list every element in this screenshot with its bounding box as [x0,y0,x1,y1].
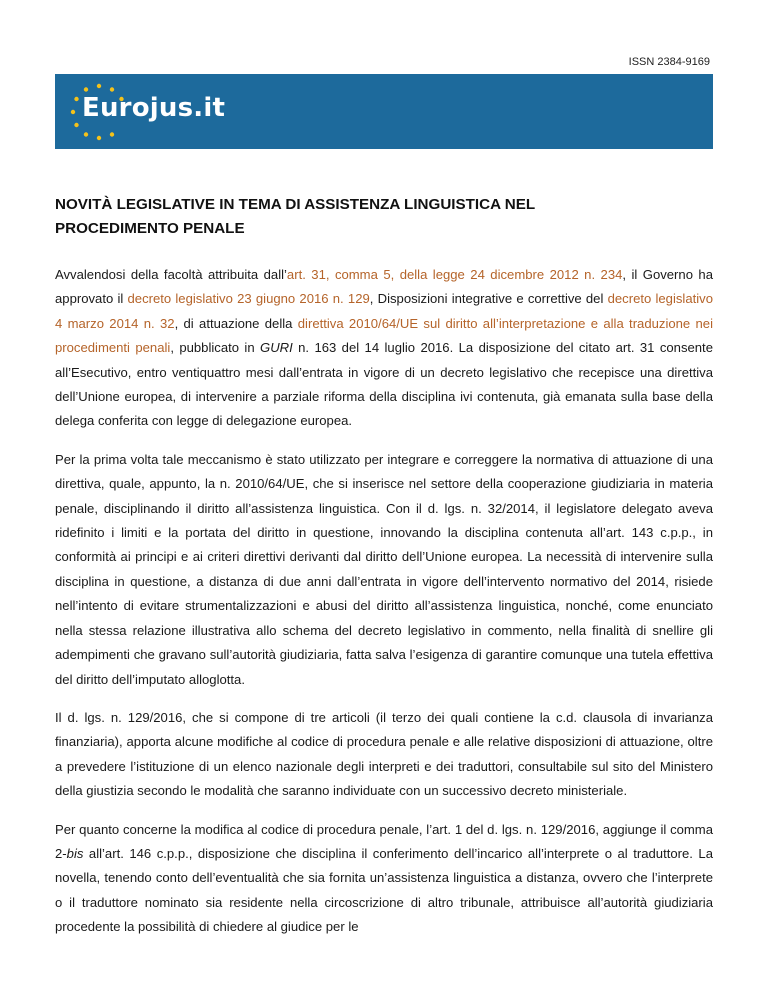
text: n. 163 del 14 luglio 2016. La disposizione del citato art. 31 consente all’Esecutivo, entro ventiquattro mesi dall’entrata in vigore di un decreto legislativo che recepisce una direttiva dell’Unione europea, di intervenire a parziale riforma della disciplina ivi contenuta, già emanata sulla base della delega conferita con legge di delegazione europea. [55,340,713,429]
article-body [55,263,713,954]
header-banner [55,74,713,149]
text-italic: GURI [260,340,293,356]
text: , Disposizioni integrative e correttive del [369,291,608,307]
paragraph-2: Per la prima volta tale meccanismo è stato utilizzato per integrare e correggere la normativa di attuazione di una direttiva, quale, appunto, la n. 2010/64/UE, che si inserisce nel settore della cooperazione giudiziaria in materia penale, disciplinando il diritto all’assistenza linguistica. Con il d. lgs. n. 32/2014, il legislatore delegato aveva ridefinito i limiti e la portata del diritto in questione, innovando la disciplina contenuta all’art. 143 c.p.p., in conformità ai principi e ai criteri direttivi derivanti dal diritto dell’Unione europea. La necessità di intervenire sulla disciplina in questione, a distanza di due anni dall’entrata in vigore dell’intervento normativo del 2014, risiede nell’intento di evitare strumentalizzazioni e abusi del diritto all’assistenza linguistica, nonché, come enunciato nella stessa relazione illustrativa allo schema del decreto legislativo in commento, nella finalità di snellire gli adempimenti che gravano sull’autorità giudiziaria, fatta salva l’esigenza di garantire comunque una tutela effettiva del diritto dell’imputato alloglotta. [55,451,713,687]
link-direttiva-2010-64[interactable]: direttiva 2010/64/UE sul diritto all’interpretazione e alla traduzione nei procedimenti penali [55,315,713,356]
text-italic: bis [66,845,84,861]
article-title: NOVITÀ LEGISLATIVE IN TEMA DI ASSISTENZA LINGUISTICA NEL PROCEDIMENTO PENALE [55,196,535,237]
text: , di attuazione della [174,315,298,331]
paragraph-4 [55,818,713,940]
issn-number: ISSN 2384-9169 [628,56,710,68]
text: Avvalendosi della facoltà attribuita dall’ [55,267,287,282]
text: Per quanto concerne la modifica al codice di procedura penale, l’art. 1 del d. lgs. n. 129/2016, aggiunge il comma 2- [55,821,713,861]
paragraph-3: Il d. lgs. n. 129/2016, che si compone di tre articoli (il terzo dei quali contiene la c.d. clausola di invarianza finanziaria), apporta alcune modifiche al codice di procedura penale e alle relative disposizioni di attuazione, oltre a prevedere l’istituzione di un elenco nazionale degli interpreti e dei traduttori, consultabile sul sito del Ministero della giustizia secondo le modalità che saranno individuate con un successivo decreto ministeriale. [55,709,713,799]
text: , il Governo ha approvato il [55,267,713,307]
link-dlgs-129-2016[interactable]: decreto legislativo 23 giugno 2016 n. 129 [127,291,370,307]
site-logo[interactable]: Eurojus.it [82,93,226,123]
link-legge-234-2012[interactable]: art. 31, comma 5, della legge 24 dicembre 2012 n. 234 [286,267,623,282]
text: , pubblicato in [170,340,261,356]
link-dlgs-32-2014[interactable]: decreto legislativo 4 marzo 2014 n. 32 [55,291,713,331]
text: all’art. 146 c.p.p., disposizione che disciplina il conferimento dell’incarico all’interprete o al traduttore. La novella, tenendo conto dell’eventualità che sia fornita un’assistenza linguistica a distanza, ovvero che l’interprete o il traduttore nominato sia residente nella circoscrizione di altro tribunale, attribuisce all’autorità giudiziaria procedente la possibilità di chiedere al giudice per le [55,845,713,935]
paragraph-1 [55,263,713,434]
